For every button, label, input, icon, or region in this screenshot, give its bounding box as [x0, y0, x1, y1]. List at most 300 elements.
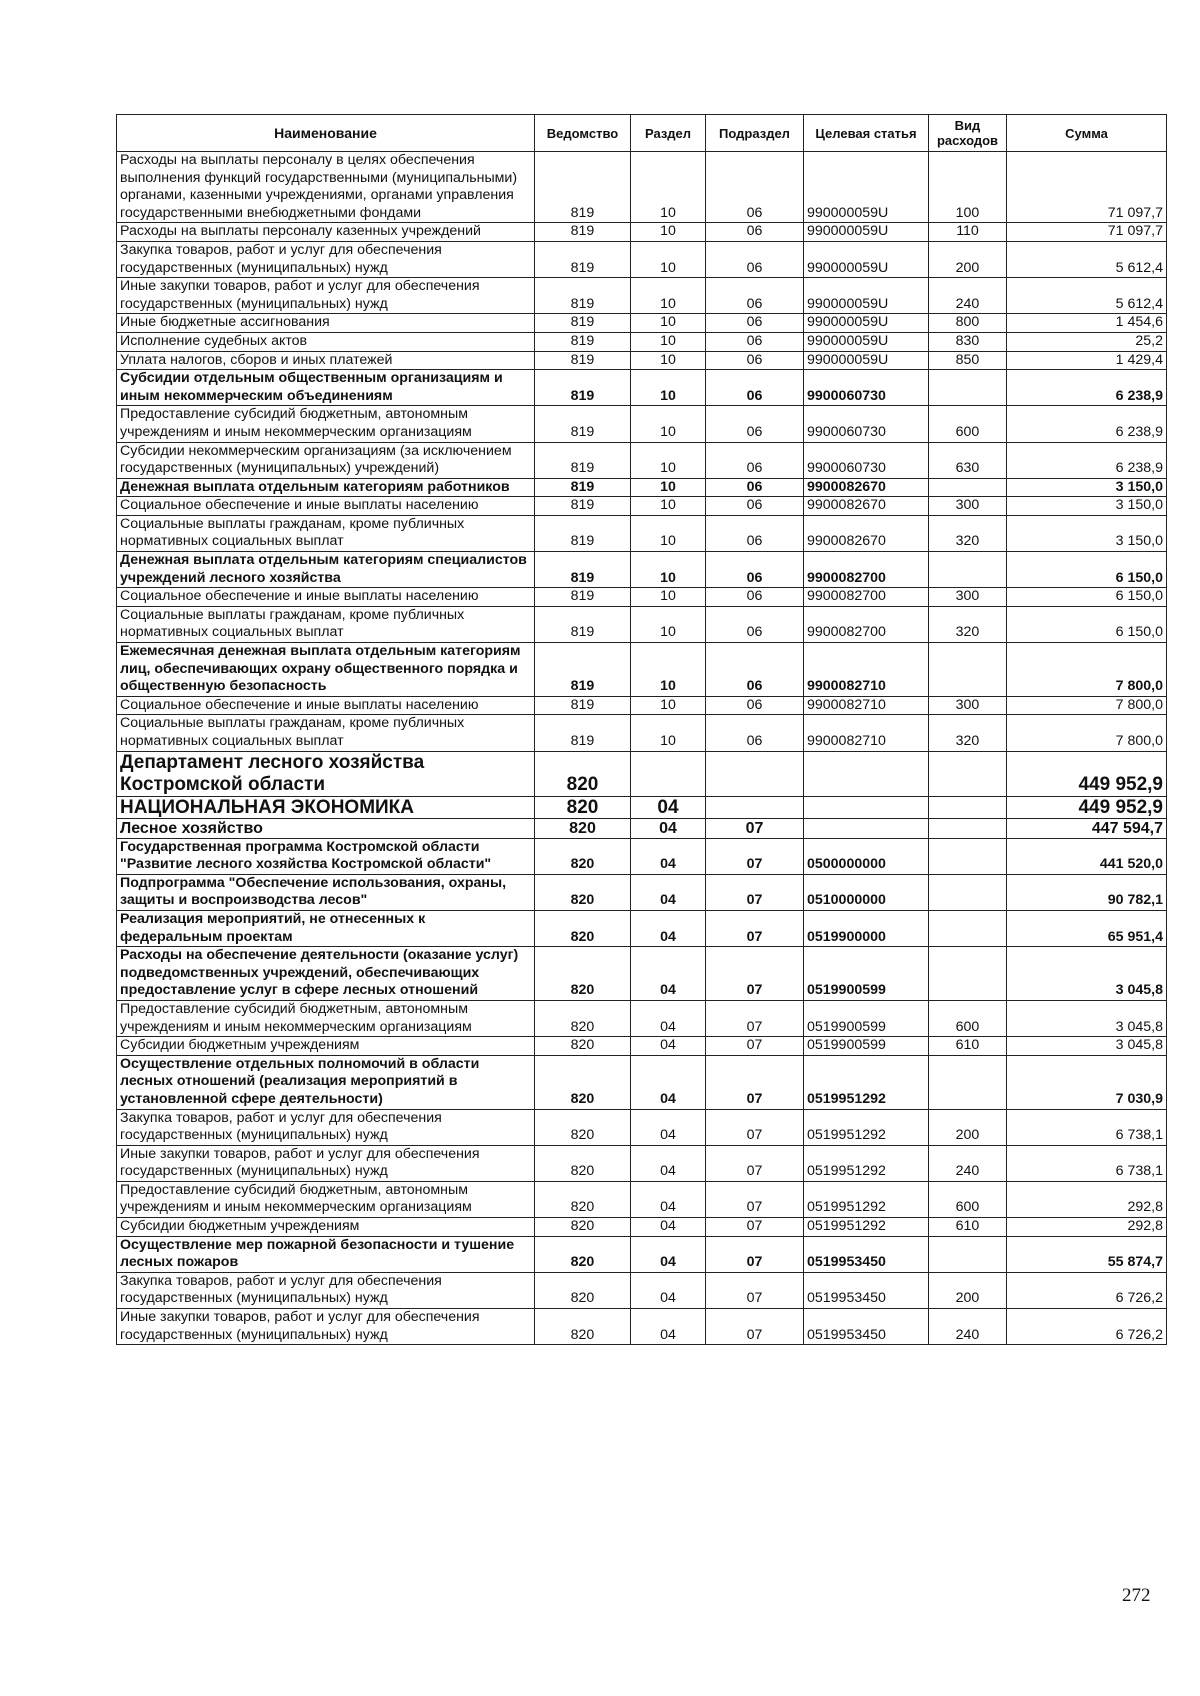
table-row: [117, 1309, 1167, 1345]
cell-sum: 449 952,9: [1007, 796, 1167, 818]
cell-vedomstvo: 820: [535, 947, 631, 1001]
table-row: [117, 838, 1167, 874]
cell-name: Департамент лесного хозяйства Костромской области: [117, 751, 535, 796]
cell-vedomstvo: 819: [535, 643, 631, 697]
cell-sum: 5 612,4: [1007, 278, 1167, 314]
cell-name: Расходы на выплаты персоналу казенных учреждений: [117, 223, 535, 242]
cell-sum: 441 520,0: [1007, 838, 1167, 874]
cell-vid: 830: [929, 332, 1007, 351]
cell-sum: 1 429,4: [1007, 351, 1167, 370]
cell-razdel: 10: [631, 497, 706, 516]
cell-sum: 7 800,0: [1007, 643, 1167, 697]
cell-name: Расходы на обеспечение деятельности (оказание услуг) подведомственных учреждений, обеспечивающих предоставление услуг в сфере лесных отношений: [117, 947, 535, 1001]
cell-vid: 600: [929, 406, 1007, 442]
cell-sum: 7 030,9: [1007, 1055, 1167, 1109]
cell-podrazdel: 07: [706, 838, 804, 874]
cell-podrazdel: 06: [706, 332, 804, 351]
cell-target: 0519900599: [804, 1000, 929, 1036]
cell-sum: 6 238,9: [1007, 442, 1167, 478]
cell-sum: 90 782,1: [1007, 874, 1167, 910]
cell-vid: 240: [929, 1309, 1007, 1345]
cell-vid: 630: [929, 442, 1007, 478]
cell-name: Осуществление отдельных полномочий в области лесных отношений (реализация мероприятий в установленной сфере деятельности): [117, 1055, 535, 1109]
cell-sum: 71 097,7: [1007, 152, 1167, 223]
cell-podrazdel: 07: [706, 1236, 804, 1272]
cell-razdel: 04: [631, 1309, 706, 1345]
cell-target: 9900082700: [804, 552, 929, 588]
cell-vedomstvo: 820: [535, 1109, 631, 1145]
cell-razdel: 04: [631, 947, 706, 1001]
cell-vid: 610: [929, 1218, 1007, 1237]
cell-target: [804, 751, 929, 796]
cell-sum: 449 952,9: [1007, 751, 1167, 796]
cell-razdel: 04: [631, 1145, 706, 1181]
cell-podrazdel: 06: [706, 351, 804, 370]
cell-razdel: 10: [631, 370, 706, 406]
cell-vedomstvo: 819: [535, 552, 631, 588]
table-row: [117, 351, 1167, 370]
cell-vedomstvo: 820: [535, 1055, 631, 1109]
table-row: [117, 1000, 1167, 1036]
table-row: [117, 152, 1167, 223]
cell-podrazdel: 06: [706, 278, 804, 314]
cell-name: Социальное обеспечение и иные выплаты населению: [117, 588, 535, 607]
cell-target: 0500000000: [804, 838, 929, 874]
cell-vid: [929, 552, 1007, 588]
cell-vid: [929, 643, 1007, 697]
cell-target: 9900082700: [804, 606, 929, 642]
cell-sum: 65 951,4: [1007, 910, 1167, 946]
cell-vedomstvo: 820: [535, 838, 631, 874]
cell-podrazdel: 06: [706, 223, 804, 242]
cell-sum: 7 800,0: [1007, 696, 1167, 715]
cell-target: 0510000000: [804, 874, 929, 910]
table-row: [117, 818, 1167, 838]
cell-vid: 200: [929, 241, 1007, 277]
cell-name: Иные закупки товаров, работ и услуг для обеспечения государственных (муниципальных) нужд: [117, 1309, 535, 1345]
cell-vedomstvo: 820: [535, 751, 631, 796]
cell-podrazdel: 07: [706, 1145, 804, 1181]
table-row: [117, 241, 1167, 277]
cell-razdel: 04: [631, 1109, 706, 1145]
cell-razdel: 10: [631, 478, 706, 497]
header-target: Целевая статья: [804, 115, 929, 152]
header-vedomstvo: Ведомство: [535, 115, 631, 152]
table-row: [117, 588, 1167, 607]
cell-vedomstvo: 820: [535, 1037, 631, 1056]
cell-name: Иные бюджетные ассигнования: [117, 314, 535, 333]
cell-razdel: 04: [631, 874, 706, 910]
cell-name: Предоставление субсидий бюджетным, автономным учреждениям и иным некоммерческим организациям: [117, 406, 535, 442]
cell-podrazdel: 06: [706, 406, 804, 442]
header-sum: Сумма: [1007, 115, 1167, 152]
cell-podrazdel: 07: [706, 874, 804, 910]
cell-target: 0519953450: [804, 1309, 929, 1345]
cell-vid: 600: [929, 1181, 1007, 1217]
cell-vedomstvo: 819: [535, 332, 631, 351]
cell-vedomstvo: 819: [535, 497, 631, 516]
cell-vid: 300: [929, 588, 1007, 607]
cell-razdel: 04: [631, 1236, 706, 1272]
cell-name: Лесное хозяйство: [117, 818, 535, 838]
cell-vedomstvo: 820: [535, 1218, 631, 1237]
cell-vedomstvo: 819: [535, 406, 631, 442]
cell-name: Предоставление субсидий бюджетным, автономным учреждениям и иным некоммерческим организациям: [117, 1181, 535, 1217]
cell-target: [804, 796, 929, 818]
cell-sum: 5 612,4: [1007, 241, 1167, 277]
cell-target: 9900082710: [804, 696, 929, 715]
cell-name: Исполнение судебных актов: [117, 332, 535, 351]
cell-vid: 300: [929, 497, 1007, 516]
cell-target: 9900060730: [804, 442, 929, 478]
header-razdel: Раздел: [631, 115, 706, 152]
cell-razdel: 10: [631, 552, 706, 588]
cell-razdel: 10: [631, 406, 706, 442]
table-row: [117, 874, 1167, 910]
cell-target: 9900082670: [804, 515, 929, 551]
cell-vid: [929, 947, 1007, 1001]
cell-name: Расходы на выплаты персоналу в целях обеспечения выполнения функций государственными (муниципальными) органами, казенными учреждениями, органами управления государственными внебюджетными фондами: [117, 152, 535, 223]
cell-vedomstvo: 819: [535, 715, 631, 751]
cell-name: Государственная программа Костромской области "Развитие лесного хозяйства Костромской области": [117, 838, 535, 874]
cell-name: Социальные выплаты гражданам, кроме публичных нормативных социальных выплат: [117, 606, 535, 642]
cell-target: 9900060730: [804, 370, 929, 406]
cell-podrazdel: 06: [706, 643, 804, 697]
table-header-row: [117, 115, 1167, 152]
cell-sum: 6 150,0: [1007, 588, 1167, 607]
table-row: [117, 332, 1167, 351]
cell-razdel: 04: [631, 796, 706, 818]
cell-vid: [929, 818, 1007, 838]
cell-vedomstvo: 819: [535, 223, 631, 242]
cell-podrazdel: 07: [706, 1309, 804, 1345]
table-row: [117, 478, 1167, 497]
cell-target: 990000059U: [804, 314, 929, 333]
cell-sum: 292,8: [1007, 1218, 1167, 1237]
cell-razdel: 04: [631, 1181, 706, 1217]
header-vid: Вид расходов: [929, 115, 1007, 152]
cell-sum: 6 738,1: [1007, 1145, 1167, 1181]
table-row: [117, 715, 1167, 751]
cell-razdel: 10: [631, 442, 706, 478]
cell-podrazdel: 06: [706, 497, 804, 516]
cell-razdel: 10: [631, 351, 706, 370]
cell-vid: 320: [929, 715, 1007, 751]
table-row: [117, 696, 1167, 715]
cell-sum: 71 097,7: [1007, 223, 1167, 242]
cell-razdel: 04: [631, 1055, 706, 1109]
table-row: [117, 370, 1167, 406]
cell-vid: 240: [929, 278, 1007, 314]
table-row: [117, 947, 1167, 1001]
cell-podrazdel: 07: [706, 1109, 804, 1145]
table-row: [117, 1236, 1167, 1272]
table-row: [117, 278, 1167, 314]
cell-target: [804, 818, 929, 838]
cell-vedomstvo: 819: [535, 241, 631, 277]
table-row: [117, 223, 1167, 242]
table-row: [117, 1055, 1167, 1109]
cell-vid: 320: [929, 606, 1007, 642]
cell-vedomstvo: 819: [535, 442, 631, 478]
cell-sum: 3 150,0: [1007, 515, 1167, 551]
cell-podrazdel: 07: [706, 910, 804, 946]
cell-name: Субсидии некоммерческим организациям (за исключением государственных (муниципальных) учреждений): [117, 442, 535, 478]
cell-podrazdel: 07: [706, 818, 804, 838]
cell-vid: [929, 910, 1007, 946]
cell-name: Подпрограмма "Обеспечение использования, охраны, защиты и воспроизводства лесов": [117, 874, 535, 910]
cell-razdel: [631, 751, 706, 796]
table-row: [117, 1181, 1167, 1217]
cell-name: Субсидии бюджетным учреждениям: [117, 1218, 535, 1237]
cell-vid: [929, 1236, 1007, 1272]
budget-document: [116, 114, 1166, 1345]
cell-razdel: 10: [631, 314, 706, 333]
table-row: [117, 643, 1167, 697]
cell-name: Уплата налогов, сборов и иных платежей: [117, 351, 535, 370]
cell-podrazdel: 06: [706, 152, 804, 223]
cell-podrazdel: 07: [706, 1000, 804, 1036]
cell-vedomstvo: 819: [535, 606, 631, 642]
cell-sum: 6 238,9: [1007, 406, 1167, 442]
cell-target: 9900082700: [804, 588, 929, 607]
cell-podrazdel: 07: [706, 1037, 804, 1056]
cell-podrazdel: 07: [706, 1272, 804, 1308]
cell-sum: 3 150,0: [1007, 478, 1167, 497]
cell-razdel: 04: [631, 1218, 706, 1237]
cell-sum: 6 238,9: [1007, 370, 1167, 406]
table-row: [117, 1109, 1167, 1145]
cell-vedomstvo: 820: [535, 1236, 631, 1272]
cell-podrazdel: 06: [706, 314, 804, 333]
page-number: 272: [1122, 1585, 1151, 1606]
table-row: [117, 314, 1167, 333]
cell-podrazdel: 06: [706, 241, 804, 277]
cell-target: 0519900599: [804, 947, 929, 1001]
cell-name: Закупка товаров, работ и услуг для обеспечения государственных (муниципальных) нужд: [117, 1272, 535, 1308]
cell-podrazdel: 07: [706, 1181, 804, 1217]
table-row: [117, 1218, 1167, 1237]
cell-vid: 200: [929, 1109, 1007, 1145]
cell-target: 990000059U: [804, 241, 929, 277]
cell-sum: 55 874,7: [1007, 1236, 1167, 1272]
cell-sum: 3 045,8: [1007, 947, 1167, 1001]
cell-target: 0519951292: [804, 1218, 929, 1237]
cell-target: 0519951292: [804, 1109, 929, 1145]
table-row: [117, 1145, 1167, 1181]
cell-vid: 610: [929, 1037, 1007, 1056]
table-row: [117, 552, 1167, 588]
cell-name: Иные закупки товаров, работ и услуг для обеспечения государственных (муниципальных) нужд: [117, 1145, 535, 1181]
cell-target: 990000059U: [804, 278, 929, 314]
cell-name: НАЦИОНАЛЬНАЯ ЭКОНОМИКА: [117, 796, 535, 818]
table-row: [117, 497, 1167, 516]
cell-vedomstvo: 820: [535, 1145, 631, 1181]
cell-razdel: 04: [631, 1272, 706, 1308]
cell-name: Социальные выплаты гражданам, кроме публичных нормативных социальных выплат: [117, 715, 535, 751]
cell-sum: 7 800,0: [1007, 715, 1167, 751]
cell-podrazdel: 06: [706, 696, 804, 715]
table-row: [117, 751, 1167, 796]
cell-vid: [929, 751, 1007, 796]
cell-target: 0519951292: [804, 1145, 929, 1181]
cell-podrazdel: 06: [706, 606, 804, 642]
cell-podrazdel: 06: [706, 715, 804, 751]
cell-podrazdel: 06: [706, 588, 804, 607]
table-row: [117, 796, 1167, 818]
cell-target: 990000059U: [804, 332, 929, 351]
cell-vedomstvo: 820: [535, 1000, 631, 1036]
cell-target: 990000059U: [804, 223, 929, 242]
cell-vedomstvo: 820: [535, 796, 631, 818]
cell-razdel: 10: [631, 152, 706, 223]
cell-name: Иные закупки товаров, работ и услуг для обеспечения государственных (муниципальных) нужд: [117, 278, 535, 314]
cell-vid: [929, 478, 1007, 497]
cell-razdel: 10: [631, 643, 706, 697]
cell-vedomstvo: 820: [535, 874, 631, 910]
cell-name: Осуществление мер пожарной безопасности и тушение лесных пожаров: [117, 1236, 535, 1272]
cell-vedomstvo: 819: [535, 478, 631, 497]
cell-podrazdel: [706, 796, 804, 818]
cell-name: Денежная выплата отдельным категориям специалистов учреждений лесного хозяйства: [117, 552, 535, 588]
cell-name: Социальное обеспечение и иные выплаты населению: [117, 497, 535, 516]
cell-name: Реализация мероприятий, не отнесенных к федеральным проектам: [117, 910, 535, 946]
cell-razdel: 10: [631, 588, 706, 607]
cell-vedomstvo: 820: [535, 1181, 631, 1217]
header-podrazdel: Подраздел: [706, 115, 804, 152]
cell-vid: 300: [929, 696, 1007, 715]
cell-sum: 3 045,8: [1007, 1000, 1167, 1036]
cell-razdel: 10: [631, 715, 706, 751]
table-row: [117, 910, 1167, 946]
cell-target: 0519953450: [804, 1236, 929, 1272]
table-row: [117, 406, 1167, 442]
cell-razdel: 04: [631, 1000, 706, 1036]
cell-sum: 6 738,1: [1007, 1109, 1167, 1145]
cell-razdel: 04: [631, 838, 706, 874]
table-row: [117, 606, 1167, 642]
cell-vid: [929, 838, 1007, 874]
cell-target: 0519951292: [804, 1055, 929, 1109]
cell-target: 0519900000: [804, 910, 929, 946]
cell-podrazdel: 06: [706, 552, 804, 588]
cell-razdel: 10: [631, 332, 706, 351]
cell-razdel: 10: [631, 241, 706, 277]
header-name: Наименование: [117, 115, 535, 152]
cell-podrazdel: 06: [706, 370, 804, 406]
cell-sum: 6 726,2: [1007, 1309, 1167, 1345]
cell-razdel: 10: [631, 278, 706, 314]
table-row: [117, 515, 1167, 551]
table-row: [117, 1037, 1167, 1056]
cell-vid: 110: [929, 223, 1007, 242]
table-body: [117, 152, 1167, 1345]
cell-vid: 240: [929, 1145, 1007, 1181]
cell-vedomstvo: 819: [535, 370, 631, 406]
cell-name: Социальное обеспечение и иные выплаты населению: [117, 696, 535, 715]
cell-name: Субсидии отдельным общественным организациям и иным некоммерческим объединениям: [117, 370, 535, 406]
cell-vid: 850: [929, 351, 1007, 370]
cell-vid: 200: [929, 1272, 1007, 1308]
cell-vid: [929, 370, 1007, 406]
cell-razdel: 10: [631, 515, 706, 551]
cell-sum: 3 150,0: [1007, 497, 1167, 516]
cell-name: Ежемесячная денежная выплата отдельным категориям лиц, обеспечивающих охрану общественного порядка и общественную безопасность: [117, 643, 535, 697]
cell-vedomstvo: 820: [535, 1309, 631, 1345]
cell-name: Субсидии бюджетным учреждениям: [117, 1037, 535, 1056]
cell-target: 0519953450: [804, 1272, 929, 1308]
cell-razdel: 04: [631, 910, 706, 946]
cell-vid: [929, 1055, 1007, 1109]
cell-sum: 6 726,2: [1007, 1272, 1167, 1308]
cell-target: 9900082710: [804, 715, 929, 751]
cell-name: Предоставление субсидий бюджетным, автономным учреждениям и иным некоммерческим организациям: [117, 1000, 535, 1036]
cell-name: Социальные выплаты гражданам, кроме публичных нормативных социальных выплат: [117, 515, 535, 551]
cell-vedomstvo: 819: [535, 314, 631, 333]
cell-vid: 100: [929, 152, 1007, 223]
budget-table: [116, 114, 1167, 1345]
cell-podrazdel: 07: [706, 1055, 804, 1109]
cell-podrazdel: 07: [706, 1218, 804, 1237]
cell-target: 990000059U: [804, 351, 929, 370]
cell-target: 9900082670: [804, 497, 929, 516]
table-row: [117, 1272, 1167, 1308]
cell-podrazdel: 06: [706, 478, 804, 497]
cell-vedomstvo: 820: [535, 1272, 631, 1308]
cell-vedomstvo: 820: [535, 910, 631, 946]
cell-podrazdel: [706, 751, 804, 796]
cell-podrazdel: 07: [706, 947, 804, 1001]
cell-target: 9900060730: [804, 406, 929, 442]
cell-razdel: 10: [631, 223, 706, 242]
cell-vedomstvo: 819: [535, 696, 631, 715]
cell-podrazdel: 06: [706, 515, 804, 551]
cell-sum: 3 045,8: [1007, 1037, 1167, 1056]
cell-target: 0519900599: [804, 1037, 929, 1056]
cell-vid: [929, 874, 1007, 910]
cell-sum: 25,2: [1007, 332, 1167, 351]
cell-sum: 1 454,6: [1007, 314, 1167, 333]
cell-sum: 6 150,0: [1007, 606, 1167, 642]
cell-vid: 600: [929, 1000, 1007, 1036]
cell-vid: [929, 796, 1007, 818]
cell-vedomstvo: 819: [535, 588, 631, 607]
cell-sum: 6 150,0: [1007, 552, 1167, 588]
cell-sum: 447 594,7: [1007, 818, 1167, 838]
cell-razdel: 10: [631, 696, 706, 715]
cell-name: Денежная выплата отдельным категориям работников: [117, 478, 535, 497]
cell-vid: 800: [929, 314, 1007, 333]
cell-vid: 320: [929, 515, 1007, 551]
cell-razdel: 04: [631, 1037, 706, 1056]
cell-razdel: 10: [631, 606, 706, 642]
cell-vedomstvo: 819: [535, 278, 631, 314]
cell-vedomstvo: 819: [535, 515, 631, 551]
cell-name: Закупка товаров, работ и услуг для обеспечения государственных (муниципальных) нужд: [117, 241, 535, 277]
cell-razdel: 04: [631, 818, 706, 838]
cell-target: 990000059U: [804, 152, 929, 223]
table-row: [117, 442, 1167, 478]
cell-name: Закупка товаров, работ и услуг для обеспечения государственных (муниципальных) нужд: [117, 1109, 535, 1145]
cell-vedomstvo: 820: [535, 818, 631, 838]
cell-vedomstvo: 819: [535, 351, 631, 370]
cell-target: 0519951292: [804, 1181, 929, 1217]
cell-vedomstvo: 819: [535, 152, 631, 223]
cell-target: 9900082670: [804, 478, 929, 497]
cell-podrazdel: 06: [706, 442, 804, 478]
cell-sum: 292,8: [1007, 1181, 1167, 1217]
cell-target: 9900082710: [804, 643, 929, 697]
